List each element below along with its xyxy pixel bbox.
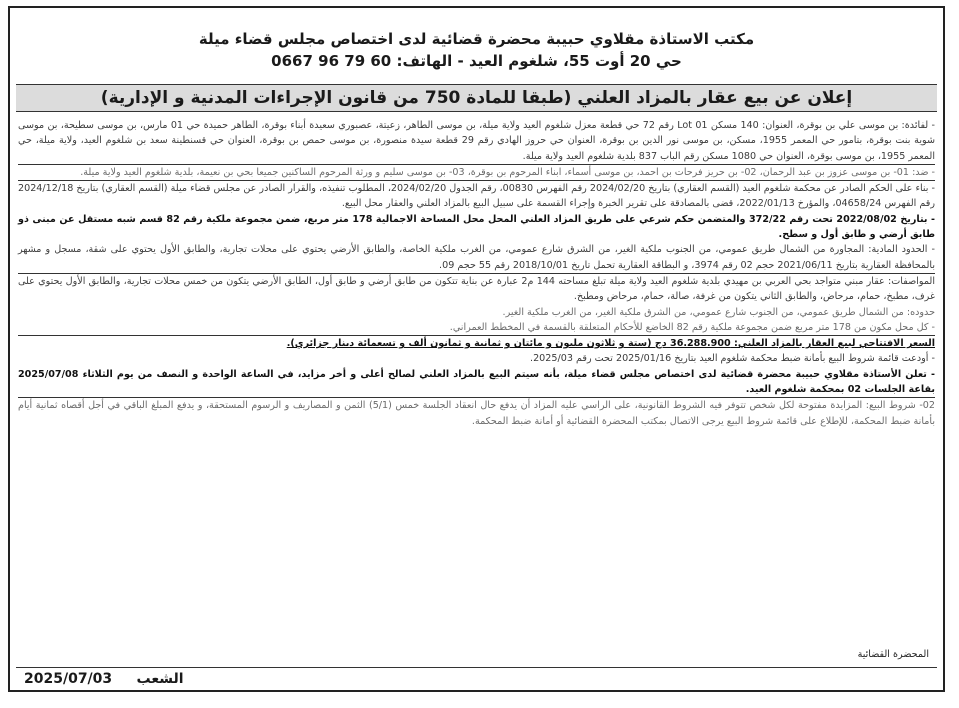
newspaper-name: الشعب <box>136 671 184 687</box>
paragraph-property-record: - بتاريخ 2022/08/02 تحت رقم 372/22 والمتضمن حكم شرعي على طريق المزاد العلني المحل محل المساحة الاجمالية 178 متر مربع، ضمن مجموعة ملكية رقم 82 قسم شبه مستقل عن مبنى ذو طابق أرضي و طابق أول و سطح. <box>18 213 935 241</box>
notice-page <box>8 6 945 692</box>
bailiff-signature: المحضرة القضائية <box>857 649 929 660</box>
office-name: مكتب الاستاذة مقلاوي حبيبة محضرة قضائية لدى اختصاص مجلس قضاء ميلة <box>198 30 755 48</box>
paragraph-beneficiaries: - لفائدة: بن موسى علي بن بوقرة، العنوان: 140 مسكن Lot 01 رقم 72 حي قطعة معزل شلغوم العيد ولاية ميلة، بن موسى الطاهر، زعيتة، عصبوري سعيدة أبناء بوقرة، الطاهر حميدة حي 01 مارس، بن موسى سطيحة، بن موسى شوية بنت بوقرة، بتامور حي المعمر 1955، مسكن، بن موسى نور الدين بن بوقرة، العنوان حي حروز الهادي رقم 29 قطعة سيدة منصورة، بن موسى حمص بن بوقرة، العنوان حي قسنطينة سعد بن شلغوم العيد، ولاية ميلة، حي المعمر 1955، بن موسى بوقرة، العنوان حي 1080 مسكن رقم الباب 837 بلدية شلغوم العيد ولاية ميلة. <box>18 120 935 162</box>
notice-body <box>10 112 943 429</box>
paragraph-boundaries-record: - الحدود المادية: المجاورة من الشمال طريق عمومي، من الجنوب ملكية الغير، من الشرق شارع عمومي، من الغرب ملكية الخاصة، والطابق الأرضي يحتوي على محلات تجارية، والطابق الأول يحتوي على شقة، مسجل و مشهر بالمحافظة العقارية بتاريخ 2021/06/11 حجم 02 رقم 3974، و البطاقة العقارية تحمل تاريخ 2018/10/01 رقم 55 حجم 09. <box>18 244 935 271</box>
publication-date: 2025/07/03 <box>24 671 113 687</box>
paragraph-deposit: - أودعت قائمة شروط البيع بأمانة ضبط محكمة شلغوم العيد بتاريخ 2025/01/16 تحت رقم 2025/03. <box>530 353 935 365</box>
footer-divider <box>16 667 937 668</box>
paragraph-limits: حدوده: من الشمال طريق عمومي، من الجنوب شارع عمومي، من الشرق ملكية الغير، من الغرب ملكية الغير. <box>502 306 935 318</box>
publication-footer <box>24 671 184 687</box>
notice-title: إعلان عن بيع عقار بالمزاد العلني (طبقا للمادة 750 من قانون الإجراءات المدنية و الإدارية) <box>16 84 937 112</box>
paragraph-defendants: - ضد: 01- بن موسى عزوز بن عبد الرحمان، 02- بن حريز فرحات بن احمد، بن موسى أسماء، ابناء المرحوم بن بوقرة، 03- بن موسى سليم و ورثة المرحوم الساكنين جميعا بحي بن نعيمة، بلدية شلغوم العيد ولاية ميلة. <box>80 166 935 178</box>
paragraph-auction-date: - تعلن الأستاذة مقلاوي حبيبة محضرة قضائية لدى اختصاص مجلس قضاء ميلة، بأنه سيتم البيع بالمزاد العلني لصالح أعلى و أخر مزايد، في الساعة الواحدة و النصف من يوم الثلاثاء 2025/07/08 بقاعة الجلسات 02 بمحكمة شلغوم العيد. <box>18 368 935 396</box>
paragraph-judgment: - بناء على الحكم الصادر عن محكمة شلغوم العيد (القسم العقاري) بتاريخ 2024/02/20 رقم الفهرس 00830، رقم الجدول 2024/02/20، المطلوب تنفيذه، والقرار الصادر عن مجلس قضاء ميلة (القسم العقاري) بتاريخ 2024/12/18 رقم الفهرس 04658/24، والمؤرخ 2022/01/13، قضى بالمصادقة على تقرير الخبرة وإجراء القسمة على سبيل البيع بالمزاد العلني والعقار محل البيع. <box>18 183 935 210</box>
paragraph-sale-conditions: 02- شروط البيع: المزايدة مفتوحة لكل شخص تتوفر فيه الشروط القانونية، على الراسي عليه المزاد أن يدفع حال انعقاد الجلسة خمس (5/1) الثمن و المصاريف و الرسوم المستحقة، و يدفع المبلغ الباقي في أجل أقصاه ثمانية أيام بأمانة ضبط المحكمة، للإطلاع على قائمة شروط البيع يرجى الاتصال بمكتب المحضرة القضائية أو أمانة ضبط المحكمة. <box>18 400 935 427</box>
office-address-phone: حي 20 أوت 55، شلغوم العيد - الهاتف: 60 79 96 0667 <box>271 52 682 70</box>
paragraph-specifications: المواصفات: عقار مبني متواجد بحي العربي بن مهيدي بلدية شلغوم العيد ولاية ميلة تبلغ مساحته 144 م2 عبارة عن بناية تتكون من طابق أرضي و طابق أول، الطابق الأرضي يتكون من خمس محلات تجارية، والطابق الأول يحتوي على غرف، مطبخ، حمام، مرحاض، والطابق الثاني يتكون من غرفة، صالة، حمام، مرحاض ومطبخ. <box>18 275 935 303</box>
office-header <box>10 8 943 72</box>
paragraph-plot: - كل محل مكون من 178 متر مربع ضمن مجموعة ملكية رقم 82 الخاضع للأحكام المتعلقة بالقسمة في المخطط العمراني. <box>449 321 935 333</box>
opening-price: السعر الافتتاحي لبيع العقار بالمزاد العلني: 36.288.900 دج (ستة و ثلاثون مليون و مائتان و ثمانية و ثمانون ألف و تسعمائة دينار جزائري). <box>286 338 935 350</box>
